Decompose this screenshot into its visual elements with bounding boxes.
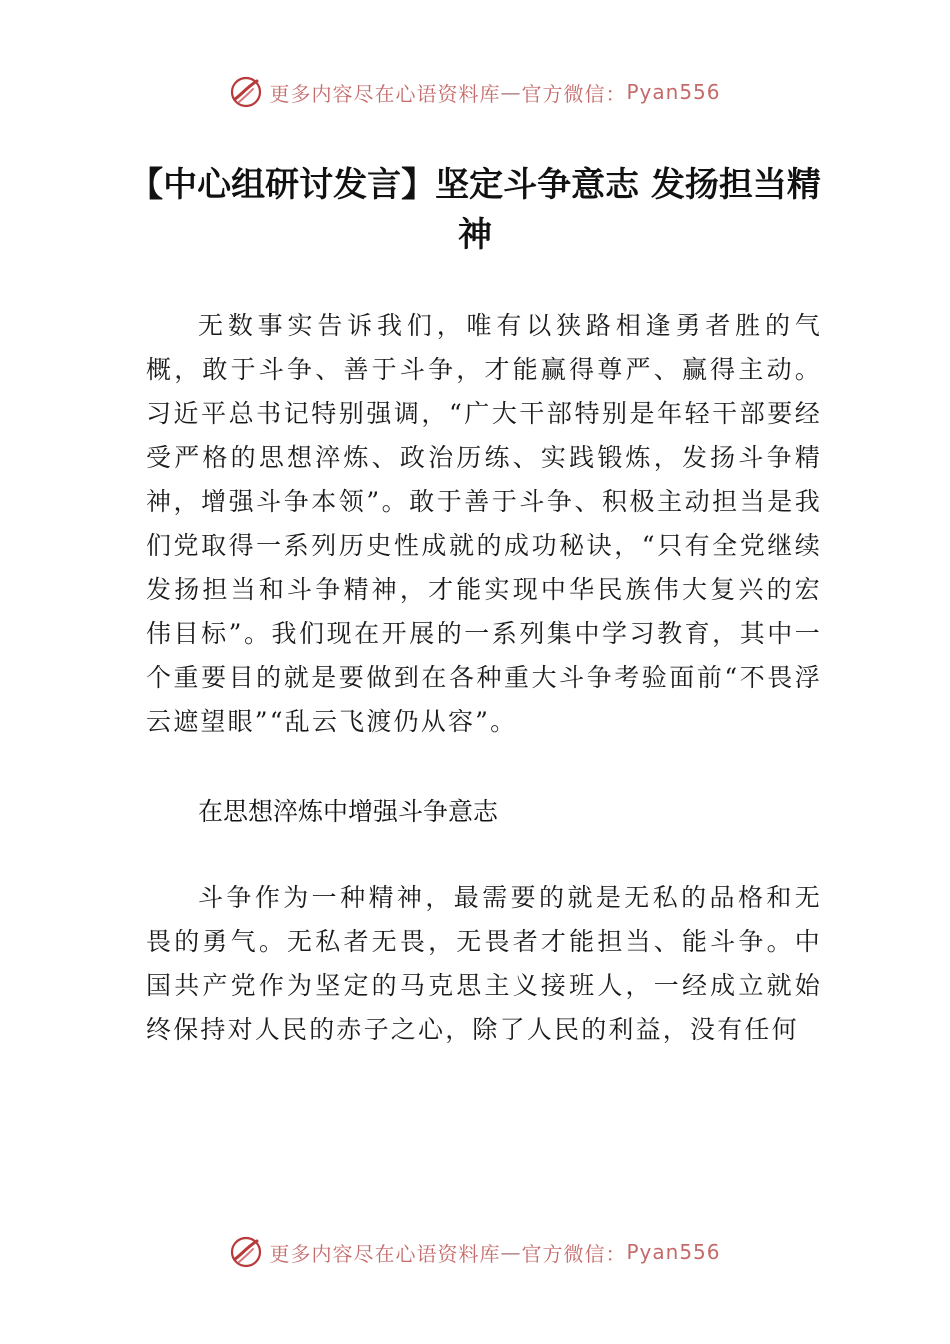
body-paragraph-2: 斗争作为一种精神，最需要的就是无私的品格和无畏的勇气。无私者无畏，无畏者才能担当、能斗争。中国共产党作为坚定的马克思主义接班人，一经成立就始终保持对人民的赤子之心，除了人民的利益，没有任何 — [146, 883, 822, 1044]
document-title: 【中心组研讨发言】坚定斗争意志 发扬担当精神 — [129, 165, 821, 255]
header-watermark — [0, 72, 950, 112]
section-heading: 在思想淬炼中增强斗争意志 — [198, 797, 499, 826]
red-pen-logo-icon — [229, 75, 263, 109]
red-pen-logo-icon — [229, 1235, 263, 1269]
watermark-text: 更多内容尽在心语资料库 — [269, 1241, 501, 1266]
watermark-contact-id: Pyan556 — [626, 80, 721, 104]
body-paragraph-1: 无数事实告诉我们，唯有以狭路相逢勇者胜的气概，敢于斗争、善于斗争，才能赢得尊严、赢得主动。习近平总书记特别强调，“广大干部特别是年轻干部要经受严格的思想淬炼、政治历练、实践锻炼，发扬斗争精神，增强斗争本领”。敢于善于斗争、积极主动担当是我们党取得一系列历史性成就的成功秘诀，“只有全党继续发扬担当和斗争精神，才能实现中华民族伟大复兴的宏伟目标”。我们现在开展的一系列集中学习教育，其中一个重要目的就是要做到在各种重大斗争考验面前“不畏浮云遮望眼”“乱云飞渡仍从容”。 — [146, 311, 822, 736]
watermark-contact-id: Pyan556 — [626, 1240, 721, 1264]
watermark-contact-label: 官方微信： — [521, 81, 627, 106]
watermark-contact-label: 官方微信： — [521, 1241, 627, 1266]
watermark-separator: — — [500, 1240, 522, 1264]
watermark-text: 更多内容尽在心语资料库 — [269, 81, 501, 106]
watermark-separator: — — [500, 80, 522, 104]
footer-watermark — [0, 1232, 950, 1272]
